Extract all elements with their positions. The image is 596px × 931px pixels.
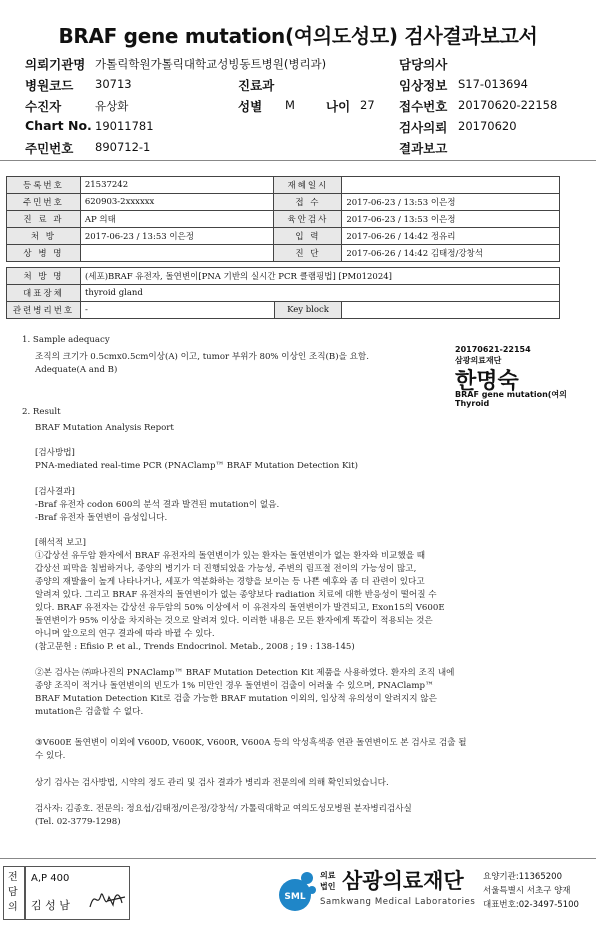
related-label: 관련병리번호 — [7, 302, 81, 319]
order-name-value: (세포)BRAF 유전자, 돌연변이[PNA 기반의 실시간 PCR 클램핑법] [PM012024] — [80, 268, 559, 285]
interp-title: [해석적 보고] — [35, 538, 86, 548]
interp-line: 종양의 재발율이 높게 나타나거나, 세포가 역분화하는 경향을 보이는 등 나쁜 예후와 좀 더 관련이 있다고 — [35, 577, 425, 587]
recheck-value — [342, 177, 560, 194]
page-title: BRAF gene mutation(여의도성모) 검사결과보고서 — [58, 24, 538, 48]
reg-no-value: 21537242 — [80, 177, 274, 194]
table-row — [7, 302, 560, 319]
table-row — [7, 177, 560, 194]
reg-no-label: 등록번호 — [7, 177, 81, 194]
method-text: PNA-mediated real-time PCR (PNAClamp™ BRAF Mutation Detection Kit) — [35, 461, 358, 471]
specimen-value: thyroid gland — [80, 285, 559, 302]
clinical-info-label: 임상정보 — [399, 78, 448, 93]
receipt-label: 접수번호 — [399, 99, 448, 114]
org-prefix-1: 의료 — [320, 871, 336, 880]
order-value: 2017-06-23 / 13:53 이은정 — [80, 228, 274, 245]
interp-line: 알려져 있다. 그리고 BRAF 유전자의 돌연변이가 없는 종양보다 radiation 치료에 대한 반응성이 떨어질 수 — [35, 590, 437, 600]
note3-line: 수 있다. — [35, 751, 66, 761]
stamp-line2: Thyroid — [455, 399, 490, 408]
inspector-text: 검사자: 김종호. 전문의: 정요섭/김태정/이은정/강창석/ 가톨릭대학교 여의도성모병원 분자병리검사실 — [35, 804, 412, 814]
table-row — [7, 285, 560, 302]
receipt-label: 접 수 — [274, 194, 342, 211]
request-date-value: 20170620 — [458, 119, 517, 133]
result-title: [검사결과] — [35, 487, 75, 497]
patient-value: 유상화 — [95, 99, 129, 113]
age-value: 27 — [360, 98, 375, 112]
department-label: 진료과 — [238, 78, 275, 93]
section1-line2: Adequate(A and B) — [35, 365, 118, 375]
org-name: 삼광의료재단 — [342, 869, 464, 893]
embed-label: 육안검사 — [274, 211, 342, 228]
stamp-name: 한명숙 — [455, 369, 519, 394]
diag-value: 2017-06-26 / 14:42 김태정/강창석 — [342, 245, 560, 262]
approval-name: 김 성 남 — [31, 899, 70, 912]
section2-subtitle: BRAF Mutation Analysis Report — [35, 423, 174, 433]
stamp-date: 20170621-22154 — [455, 345, 531, 354]
sml-logo-text: SML — [284, 892, 306, 902]
key-block-label: Key block — [274, 302, 342, 319]
order-label: 처 방 — [7, 228, 81, 245]
sex-value: M — [285, 98, 295, 112]
dept-label: 진 료 과 — [7, 211, 81, 228]
org-english: Samkwang Medical Laboratories — [320, 897, 476, 907]
result-line2: -Braf 유전자 돌연변이 음성입니다. — [35, 513, 168, 523]
dept-value: AP 의태 — [80, 211, 274, 228]
order-table — [6, 267, 560, 319]
interp-line: 갑상선 피막을 침범하거나, 종양의 병기가 더 진행되었을 가능성, 주변의 림프절 전이의 가능성이 많고, — [35, 564, 417, 574]
table-row — [7, 228, 560, 245]
table-row — [7, 268, 560, 285]
hospital-code-label: 병원코드 — [25, 78, 74, 93]
order-name-label: 처 방 명 — [7, 268, 81, 285]
hospital-code-value: 30713 — [95, 77, 132, 91]
tel-text: (Tel. 02-3779-1298) — [35, 817, 121, 827]
sick-value — [80, 245, 274, 262]
org-prefix-2: 법인 — [320, 882, 336, 891]
chart-value: 19011781 — [95, 119, 154, 133]
info-table — [6, 176, 560, 262]
org-tel: 대표번호:02-3497-5100 — [483, 900, 579, 910]
interp-line: 아니며 앞으로의 연구 결과에 따라 바뀔 수 있다. — [35, 629, 215, 639]
sex-label: 성별 — [238, 99, 263, 114]
interp-line: ①갑상선 유두암 환자에서 BRAF 유전자의 돌연변이가 있는 환자는 돌연변이가 없는 환자와 비교했을 때 — [35, 551, 426, 561]
input-label: 입 력 — [274, 228, 342, 245]
patient-label: 수진자 — [25, 99, 62, 114]
receipt-value: 20170620-22158 — [458, 98, 558, 112]
sick-label: 상 병 명 — [7, 245, 81, 262]
table-row — [7, 194, 560, 211]
table-row — [7, 211, 560, 228]
section1-title: 1. Sample adequacy — [22, 335, 110, 345]
section1-line1: 조직의 크기가 0.5cmx0.5cm이상(A) 이고, tumor 부위가 80% 이상인 조직(B)을 요함. — [35, 352, 369, 362]
note2-line: 종양 조직이 적거나 돌연변이의 빈도가 1% 미만인 경우 돌연변이 검출이 어려울 수 있으며, PNAClamp™ — [35, 681, 434, 691]
input-value: 2017-06-26 / 14:42 정유리 — [342, 228, 560, 245]
table-row — [7, 245, 560, 262]
resident-value: 620903-2xxxxxx — [80, 194, 274, 211]
specimen-label: 대표장체 — [7, 285, 81, 302]
physician-label: 담당의사 — [399, 57, 448, 72]
institution-label: 의뢰기관명 — [25, 57, 86, 72]
related-value: - — [80, 302, 274, 319]
receipt-value: 2017-06-23 / 13:53 이은정 — [342, 194, 560, 211]
chart-label: Chart No. — [25, 118, 92, 133]
section2-title: 2. Result — [22, 407, 61, 417]
request-date-label: 검사의뢰 — [399, 120, 448, 135]
sml-logo-icon — [270, 868, 320, 918]
recheck-label: 재혜일시 — [274, 177, 342, 194]
approval-box — [24, 866, 130, 920]
diag-label: 진 단 — [274, 245, 342, 262]
method-title: [검사방법] — [35, 448, 75, 458]
org-addr: 서울특별시 서초구 양재 — [483, 886, 571, 896]
side-label-box — [3, 866, 26, 920]
approval-ap: A,P 400 — [31, 873, 70, 884]
note2-line: BRAF Mutation Detection Kit로 검출 가능한 BRAF mutation 이외의, 임상적 유의성이 알려지지 않은 — [35, 694, 437, 704]
age-label: 나이 — [326, 99, 351, 114]
result-line1: -Braf 유전자 codon 600의 분석 결과 발견된 mutation이 없음. — [35, 500, 280, 510]
closing-text: 상기 검사는 검사방법, 시약의 정도 관리 및 검사 결과가 병리과 전문의에 의해 확인되었습니다. — [35, 778, 389, 788]
resident-label: 주민번호 — [7, 194, 81, 211]
org-reg: 요양기관:11365200 — [483, 872, 562, 882]
interp-line: 돌연변이가 95% 이상을 차지하는 것으로 알려져 있다. 이러한 내용은 모든 환자에게 똑같이 적용되는 것은 — [35, 616, 433, 626]
side-label: 전담의 — [8, 872, 18, 913]
header-divider — [0, 160, 596, 161]
note2-line: mutation은 검출할 수 없다. — [35, 707, 144, 717]
interp-line: 있다. BRAF 유전자는 갑상선 유두암의 50% 이상에서 이 유전자의 돌연변이가 발견되고, Exon15의 V600E — [35, 603, 445, 613]
id-label: 주민번호 — [25, 141, 74, 156]
interp-reference: (참고문헌 : Efisio P. et al., Trends Endocrinol. Metab., 2008 ; 19 : 138-145) — [35, 642, 355, 652]
note2-line: ②본 검사는 ㈜파나진의 PNAClamp™ BRAF Mutation Detection Kit 제품을 사용하였다. 환자의 조직 내에 — [35, 668, 455, 678]
stamp-org: 삼광의료재단 — [455, 356, 502, 365]
result-report-label: 결과보고 — [399, 141, 448, 156]
institution-value: 가톨릭학원가톨릭대학교성빙동트병원(병리과) — [95, 57, 327, 71]
id-value: 890712-1 — [95, 140, 151, 154]
stamp-line1: BRAF gene mutation(여의 — [455, 390, 567, 399]
signature-image — [87, 887, 127, 913]
clinical-info-value: S17-013694 — [458, 77, 528, 91]
note3-line: ③V600E 돌연변이 이외에 V600D, V600K, V600R, V600A 등의 악성흑색종 연관 돌연변이도 본 검사로 검출 될 — [35, 738, 467, 748]
embed-value: 2017-06-23 / 13:53 이은정 — [342, 211, 560, 228]
key-block-value — [342, 302, 560, 319]
footer-divider — [0, 858, 596, 859]
